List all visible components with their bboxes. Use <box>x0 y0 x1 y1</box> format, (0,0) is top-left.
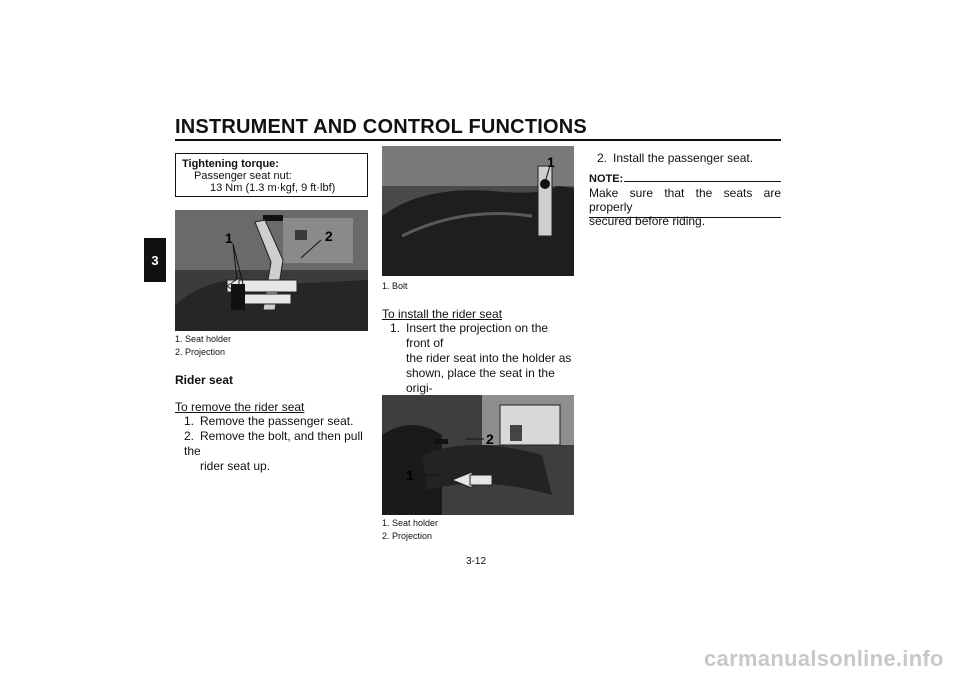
caption-bolt: 1. Bolt <box>382 281 408 291</box>
header-divider <box>175 139 781 141</box>
torque-label: Tightening torque: <box>182 158 279 170</box>
caption-seat-holder: 1. Seat holder <box>382 518 439 528</box>
torque-spec-box <box>175 153 368 197</box>
note-body <box>589 186 781 228</box>
step-number: 1. <box>184 414 195 428</box>
step-text: Install the passenger seat. <box>613 151 754 165</box>
callout-1: 1 <box>547 154 555 170</box>
remove-step-2 <box>184 429 374 459</box>
note-label: NOTE: <box>589 173 624 185</box>
remove-steps <box>184 414 374 474</box>
torque-item: Passenger seat nut: <box>194 170 292 182</box>
callout-2: 2 <box>486 431 494 447</box>
bolt-illustration <box>382 146 574 276</box>
note-line: secured before riding. <box>589 214 706 228</box>
callout-1: 1 <box>225 230 233 246</box>
install-rider-seat-title: To install the rider seat <box>382 307 503 321</box>
caption-seat-holder: 1. Seat holder <box>175 334 232 344</box>
note-line: Make sure that the seats are properly <box>589 186 781 214</box>
step-line: Insert the projection on the front of <box>406 321 549 350</box>
rider-seat-heading: Rider seat <box>175 373 234 387</box>
bolt-photo <box>382 146 574 276</box>
remove-step-2-cont <box>184 459 374 474</box>
step-line: the rider seat into the holder as <box>406 351 572 365</box>
step-text: rider seat up. <box>200 459 271 473</box>
torque-value: 13 Nm (1.3 m·kgf, 9 ft·lbf) <box>210 182 336 194</box>
note-rule-bottom <box>589 217 781 218</box>
step-number: 2. <box>597 151 608 165</box>
remove-rider-seat-title: To remove the rider seat <box>175 400 305 414</box>
figure3-captions <box>382 517 438 543</box>
caption-projection: 2. Projection <box>382 531 433 541</box>
page-number: 3-12 <box>466 556 487 567</box>
callout-1: 1 <box>406 467 414 483</box>
step-text: Remove the passenger seat. <box>200 414 354 428</box>
caption-projection: 2. Projection <box>175 347 226 357</box>
note-rule-top <box>624 181 781 182</box>
seat-holder-photo <box>175 210 368 331</box>
step-number: 1. <box>390 321 401 335</box>
seat-holder-illustration <box>175 210 368 331</box>
figure1-captions <box>175 333 231 359</box>
seat-holder-photo-2 <box>382 395 574 515</box>
site-watermark: carmanualsonline.info <box>704 646 944 671</box>
step-text: Remove the bolt, and then pull the <box>184 429 363 458</box>
remove-step-1 <box>184 414 374 429</box>
page-title: INSTRUMENT AND CONTROL FUNCTIONS <box>175 116 587 138</box>
install-step-2 <box>597 151 753 166</box>
callout-2: 2 <box>325 228 333 244</box>
step-number: 2. <box>184 429 195 443</box>
figure2-captions <box>382 280 408 293</box>
seat-holder-2-illustration <box>382 395 574 515</box>
step-line: shown, place the seat in the origi- <box>406 366 555 395</box>
chapter-tab[interactable]: 3 <box>144 238 166 282</box>
